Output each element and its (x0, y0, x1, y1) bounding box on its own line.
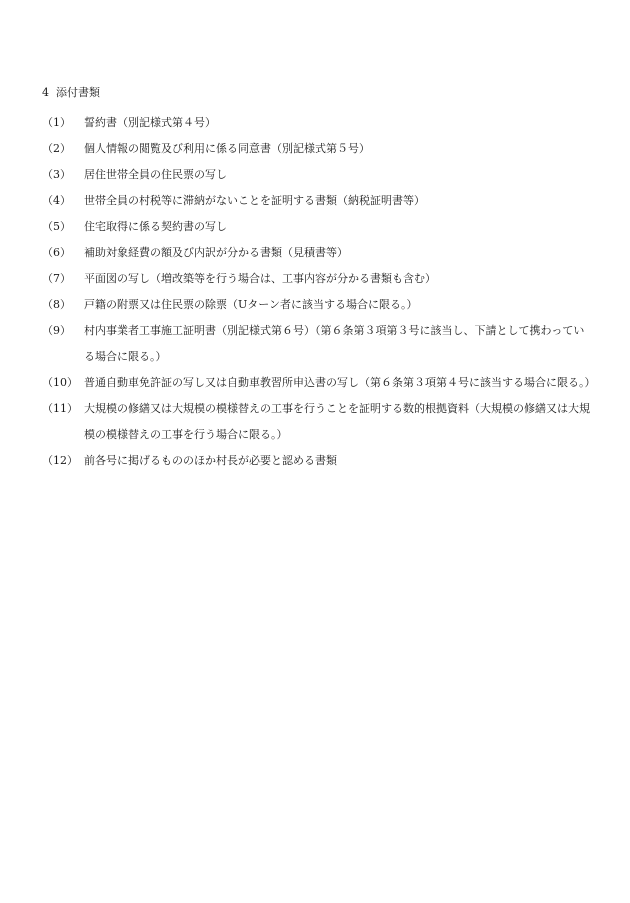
item-marker: （2） (42, 142, 71, 155)
list-item (42, 136, 590, 162)
item-marker: （1） (42, 116, 71, 129)
item-marker: （5） (42, 220, 71, 233)
item-text: 戸籍の附票又は住民票の除票（Uターン者に該当する場合に限る。） (84, 298, 418, 311)
list-item (42, 188, 590, 214)
item-text: 大規模の修繕又は大規模の模様替えの工事を行うことを証明する数的根拠資料（大規模の修繕又は大規模の模様替えの工事を行う場合に限る。） (84, 402, 590, 441)
list-item (42, 370, 596, 396)
item-marker: （4） (42, 194, 71, 207)
list-item (42, 318, 590, 370)
list-item (42, 240, 590, 266)
item-text: 補助対象経費の額及び内訳が分かる書類（見積書等） (84, 246, 348, 259)
item-marker: （10） (42, 376, 78, 389)
item-text: 普通自動車免許証の写し又は自動車教習所申込書の写し（第６条第３項第４号に該当する場合に限る。） (84, 376, 596, 389)
list-item (42, 266, 590, 292)
item-marker: （11） (42, 402, 78, 415)
item-marker: （9） (42, 324, 71, 337)
item-marker: （6） (42, 246, 71, 259)
item-text: 平面図の写し（増改築等を行う場合は、工事内容が分かる書類も含む） (84, 272, 436, 285)
item-marker: （8） (42, 298, 71, 311)
list-item (42, 214, 590, 240)
list-item (42, 110, 590, 136)
item-marker: （3） (42, 168, 71, 181)
section-title: 添付書類 (56, 86, 100, 99)
item-text: 居住世帯全員の住民票の写し (84, 168, 227, 181)
item-marker: （12） (42, 454, 78, 467)
item-text: 誓約書（別記様式第４号） (84, 116, 216, 129)
item-text: 住宅取得に係る契約書の写し (84, 220, 227, 233)
list-item (42, 396, 590, 448)
item-text: 個人情報の閲覧及び利用に係る同意書（別記様式第５号） (84, 142, 370, 155)
section-number: 4 (42, 86, 49, 99)
list-item (42, 448, 590, 474)
attachment-list (42, 110, 596, 474)
list-item (42, 292, 590, 318)
item-text: 世帯全員の村税等に滞納がないことを証明する書類（納税証明書等） (84, 194, 425, 207)
section-heading (42, 84, 100, 102)
list-item (42, 162, 590, 188)
item-text: 村内事業者工事施工証明書（別記様式第６号）（第６条第３項第３号に該当し、下請として携わっている場合に限る。） (84, 324, 585, 363)
item-marker: （7） (42, 272, 71, 285)
item-text: 前各号に掲げるもののほか村長が必要と認める書類 (84, 454, 337, 467)
